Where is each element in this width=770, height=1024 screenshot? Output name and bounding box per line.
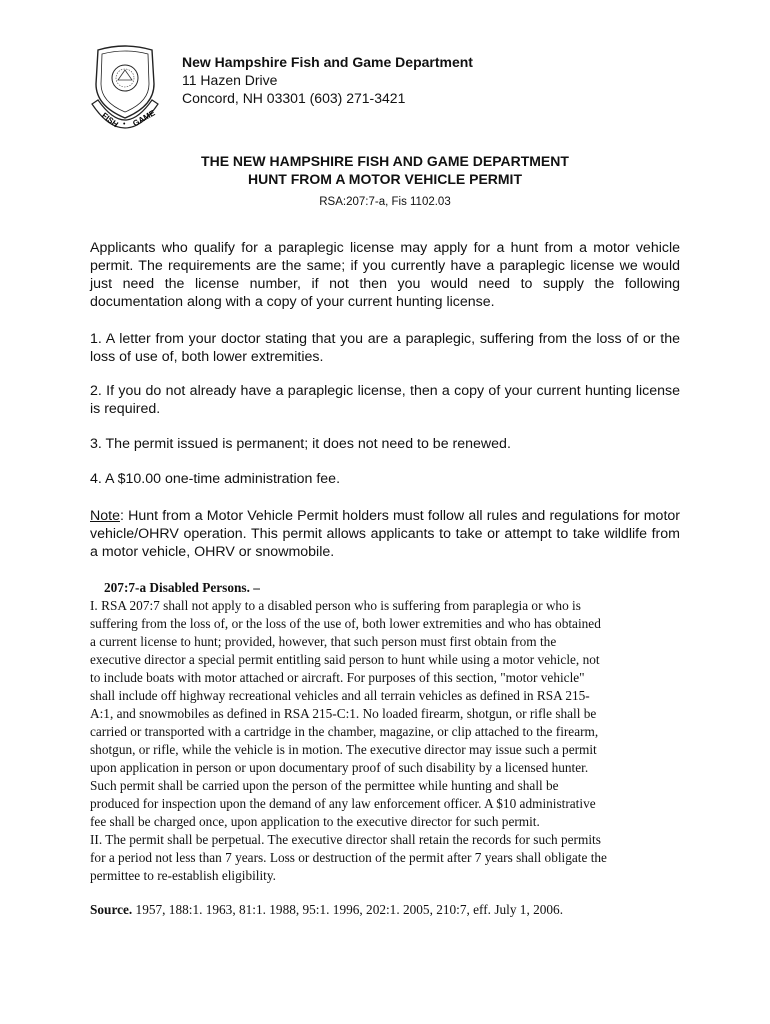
document-title [0, 152, 770, 188]
title-line-1: THE NEW HAMPSHIRE FISH AND GAME DEPARTMENT [201, 153, 569, 169]
statute-line: a current license to hunt; provided, however, that such person must first obtain from the [90, 634, 557, 649]
address-line-1: 11 Hazen Drive [182, 72, 278, 88]
logo-text-game: GAME [131, 108, 157, 129]
statute-line: to include boats with motor attached or aircraft. For purposes of this section, "motor vehicle" [90, 670, 585, 685]
statute-line: produced for inspection upon the demand of any law enforcement officer. A $10 administrative [90, 796, 596, 811]
note-text: : Hunt from a Motor Vehicle Permit holders must follow all rules and regulations for motor vehicle/OHRV operation. This permit allows applicants to take or attempt to take wildlife from a motor vehicle, OHRV or snowmobile. [90, 508, 680, 560]
address-line-2: Concord, NH 03301 (603) 271-3421 [182, 90, 406, 106]
requirement-2: 2. If you do not already have a paraplegic license, then a copy of your current hunting license is required. [90, 383, 680, 417]
source-line [90, 902, 563, 918]
title-line-2: HUNT FROM A MOTOR VEHICLE PERMIT [247, 171, 523, 187]
source-label: Source. [90, 902, 133, 917]
statute-heading: 207:7-a Disabled Persons. – [104, 580, 260, 595]
statute-line: Such permit shall be carried upon the person of the permittee while hunting and shall be [90, 778, 559, 793]
statute-line: carried or transported with a cartridge in the chamber, magazine, or clip attached to the firearm, [90, 724, 599, 739]
statute-line: shotgun, or rifle, while the vehicle is in motion. The executive director may issue such a permit [90, 742, 597, 757]
statute-line: fee shall be charged once, upon application to the executive director for such permit. [90, 814, 540, 829]
statute-line: A:1, and snowmobiles as defined in RSA 215-C:1. No loaded firearm, shotgun, or rifle shall be [90, 706, 597, 721]
fish-and-game-logo [88, 44, 162, 130]
source-text: 1957, 188:1. 1963, 81:1. 1988, 95:1. 1996, 202:1. 2005, 210:7, eff. July 1, 2006. [132, 902, 564, 917]
requirement-3: 3. The permit issued is permanent; it does not need to be renewed. [90, 436, 511, 452]
requirement-1: 1. A letter from your doctor stating that you are a paraplegic, suffering from the loss of or the loss of use of, both lower extremities. [90, 331, 680, 365]
note-paragraph [90, 507, 680, 561]
statute-line: for a period not less than 7 years. Loss or destruction of the permit after 7 years shall obligate the [90, 850, 607, 865]
statute-line: shall include off highway recreational vehicles and all terrain vehicles as defined in RSA 215- [90, 688, 590, 703]
intro-paragraph: Applicants who qualify for a paraplegic license may apply for a hunt from a motor vehicle permit. The requirements are the same; if you currently have a paraplegic license we would just need the license number, if not then you would need to supply the following documentation along with a copy of your current hunting license. [90, 240, 680, 310]
logo-text-dot: • [123, 121, 126, 128]
statute-line: II. The permit shall be perpetual. The executive director shall retain the records for such permits [90, 832, 601, 847]
statute-text [90, 579, 690, 885]
requirement-4: 4. A $10.00 one-time administration fee. [90, 471, 341, 487]
letterhead [182, 53, 473, 107]
note-label: Note [90, 508, 120, 524]
statute-line: suffering from the loss of, or the loss of the use of, both lower extremities and who has obtained [90, 616, 601, 631]
logo-text-fish: FISH [99, 110, 120, 130]
organization-name: New Hampshire Fish and Game Department [182, 54, 473, 70]
statute-line: permittee to re-establish eligibility. [90, 868, 276, 883]
statute-line: executive director a special permit entitling said person to hunt while using a motor vehicle, not [90, 652, 600, 667]
statute-line: upon application in person or upon documentary proof of such disability by a licensed hunter. [90, 760, 589, 775]
statute-line: I. RSA 207:7 shall not apply to a disabled person who is suffering from paraplegia or who is [90, 598, 581, 613]
citation: RSA:207:7-a, Fis 1102.03 [319, 196, 451, 208]
